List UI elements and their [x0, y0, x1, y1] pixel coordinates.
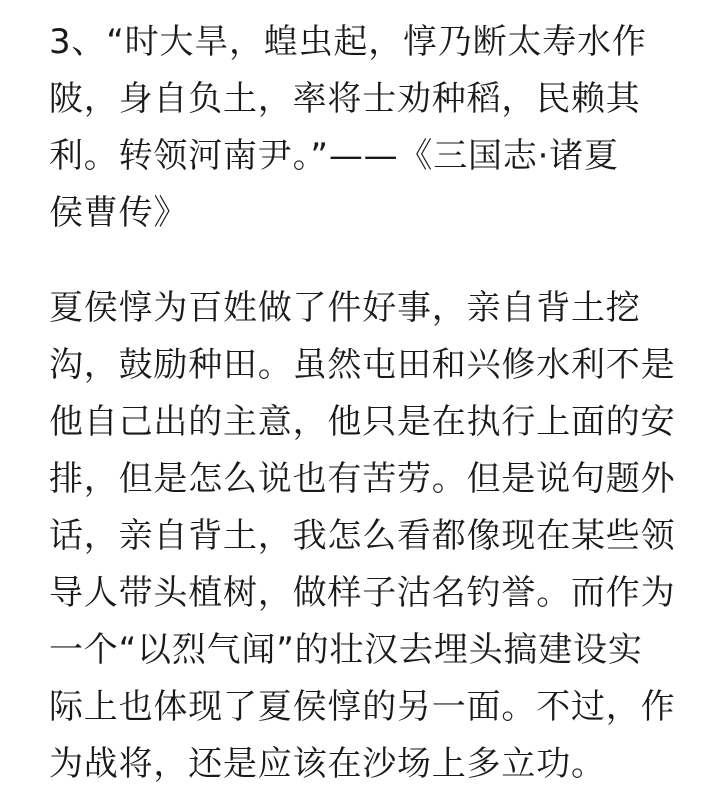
text-line: 陂，身自负土，率将士劝种稻，民赖其: [49, 79, 641, 119]
text-line: 他自己出的主意，他只是在执行上面的安: [49, 402, 676, 442]
text-line: 话，亲自背土，我怎么看都像现在某些领: [49, 516, 676, 556]
text-line: 3、“时大旱，蝗虫起，惇乃断太寿水作: [49, 22, 647, 62]
text-line: 导人带头植树，做样子沽名钓誉。而作为: [49, 573, 676, 613]
text-line: 夏侯惇为百姓做了件好事，亲自背土挖: [49, 288, 641, 328]
text-line: 际上也体现了夏侯惇的另一面。不过，作: [49, 687, 676, 727]
text-line: 利。转领河南尹。”——《三国志·诸夏: [49, 136, 619, 176]
text-line: 一个“以烈气闻”的壮汉去埋头搞建设实: [49, 630, 643, 670]
text-line: 排，但是怎么说也有苦劳。但是说句题外: [49, 459, 676, 499]
text-line: 侯曹传》: [49, 193, 189, 233]
text-line: 沟，鼓励种田。虽然屯田和兴修水利不是: [49, 345, 676, 385]
text-line: 为战将，还是应该在沙场上多立功。: [49, 744, 606, 784]
article-body: [49, 0, 679, 793]
quote-paragraph: [49, 0, 679, 242]
commentary-paragraph: [49, 242, 679, 793]
